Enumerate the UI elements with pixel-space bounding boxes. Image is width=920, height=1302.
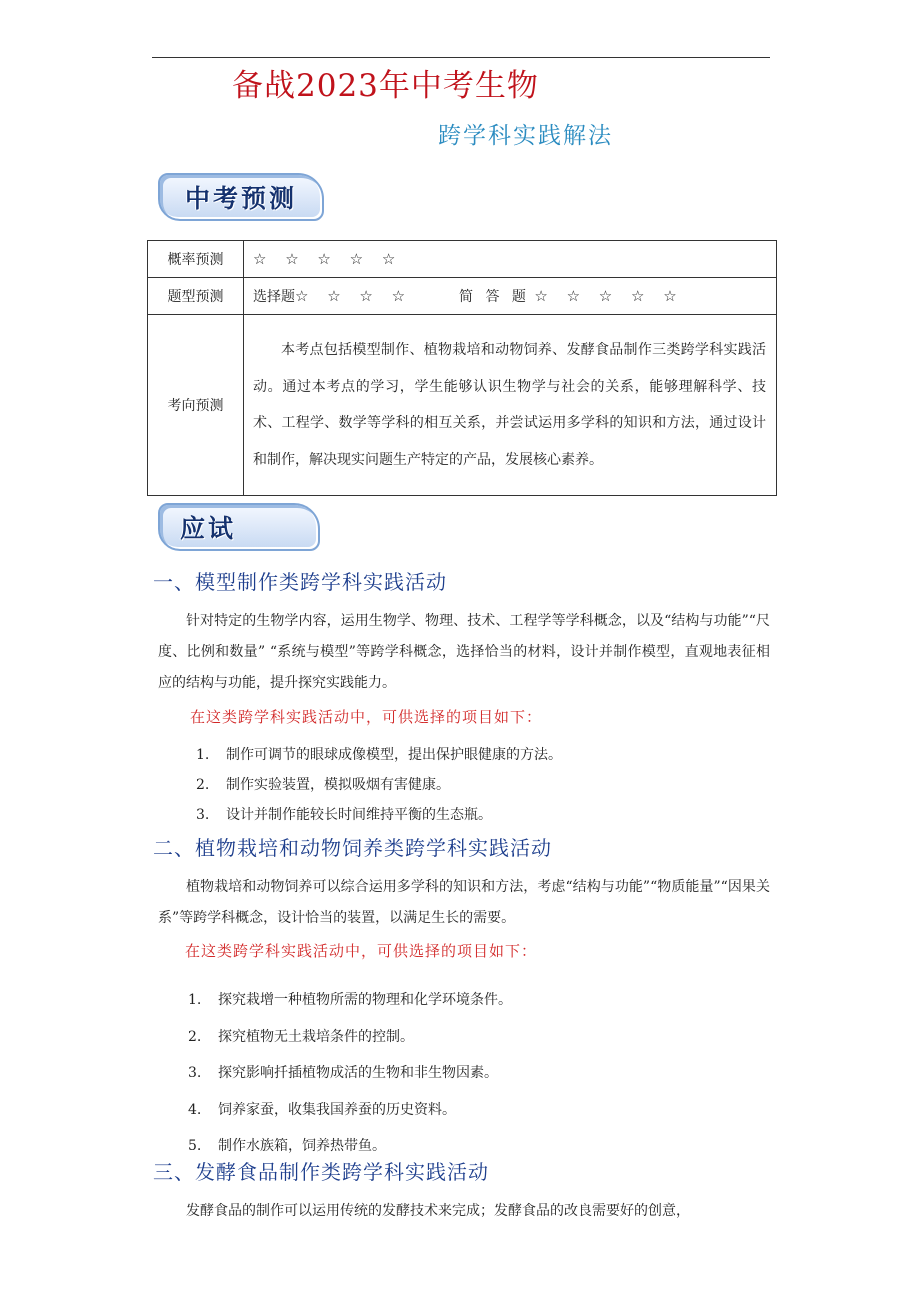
choice-label: 选择题 [253,289,295,305]
short-answer-label: 简 答 题 [459,289,530,305]
exam-banner [158,503,320,551]
list-item: 4. 饲养家蚕，收集我国养蚕的历史资料。 [188,1101,456,1118]
question-type-label: 题型预测 [148,278,244,315]
list-item: 3. 设计并制作能较长时间维持平衡的生态瓶。 [196,807,492,823]
section-intro: 植物栽培和动物饲养可以综合运用多学科的知识和方法，考虑“结构与功能”“物质能量”“因果关系”等跨学科概念，设计恰当的装置，以满足生长的需要。 [158,879,770,926]
list-item: 1. 制作可调节的眼球成像模型，提出保护眼健康的方法。 [196,747,562,763]
project-list [188,982,512,1165]
section-heading: 一、模型制作类跨学科实践活动 [153,570,447,594]
header-rule [152,57,770,58]
list-item: 2. 制作实验装置，模拟吸烟有害健康。 [196,777,450,793]
table-row [148,241,777,278]
trend-label: 考向预测 [148,315,244,496]
table-row [148,315,777,496]
project-list [196,740,562,830]
section-heading: 二、植物栽培和动物饲养类跨学科实践活动 [153,836,552,860]
table-row [148,278,777,315]
section-intro: 针对特定的生物学内容，运用生物学、物理、技术、工程学等学科概念，以及“结构与功能”“尺度、比例和数量” “系统与模型”等跨学科概念，选择恰当的材料，设计并制作模型，直观地表征相应的结构与功能，提升探究实践能力。 [158,613,770,691]
list-item: 5. 制作水族箱，饲养热带鱼。 [188,1138,386,1154]
trend-text: 本考点包括模型制作、植物栽培和动物饲养、发酵食品制作三类跨学科实践活动。通过本考点的学习，学生能够认识生物学与社会的关系，能够理解科学、技术、工程学、数学等学科的相互关系，并尝试运用多学科的知识和方法，通过设计和制作，解决现实问题生产特定的产品，发展核心素养。 [253,342,766,468]
forecast-banner [158,173,324,221]
list-item: 3. 探究影响扦插植物成活的生物和非生物因素。 [188,1065,498,1081]
section-intro: 发酵食品的制作可以运用传统的发酵技术来完成；发酵食品的改良需要好的创意， [186,1203,690,1219]
probability-stars: ☆ ☆ ☆ ☆ ☆ [253,250,403,268]
page-subtitle: 跨学科实践解法 [438,123,613,149]
section-lead: 在这类跨学科实践活动中，可供选择的项目如下： [190,708,543,726]
choice-stars: ☆ ☆ ☆ ☆ [295,287,413,305]
short-answer-stars: ☆ ☆ ☆ ☆ ☆ [534,287,684,305]
forecast-table [147,240,777,496]
section-heading: 三、发酵食品制作类跨学科实践活动 [153,1160,489,1184]
forecast-banner-label: 中考预测 [184,184,297,213]
section-lead: 在这类跨学科实践活动中，可供选择的项目如下： [185,942,538,960]
exam-banner-label: 应试 [180,514,237,543]
probability-label: 概率预测 [148,241,244,278]
list-item: 2. 探究植物无土栽培条件的控制。 [188,1028,414,1045]
list-item: 1. 探究栽增一种植物所需的物理和化学环境条件。 [188,992,512,1008]
page-title: 备战2023年中考生物 [232,68,539,104]
